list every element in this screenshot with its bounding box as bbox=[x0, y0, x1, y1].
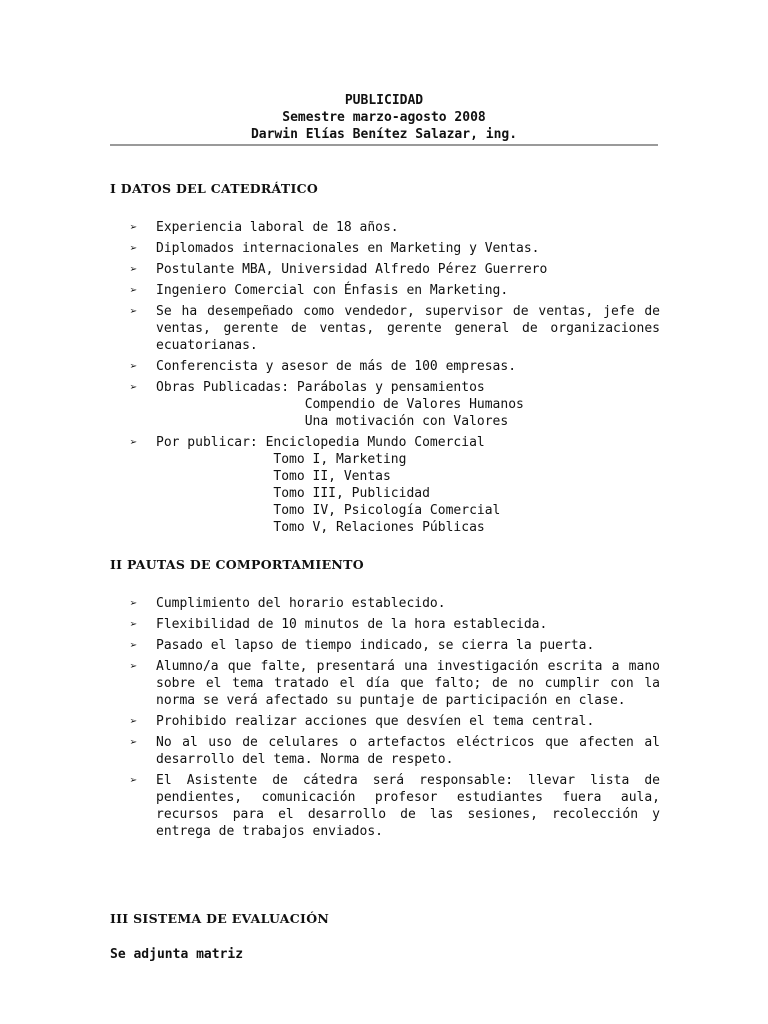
author-line: Darwin Elías Benítez Salazar, ing. bbox=[250, 127, 518, 142]
list-item: ➢ Ingeniero Comercial con Énfasis en Marketing. bbox=[130, 283, 509, 298]
arrow-bullet-icon: ➢ bbox=[130, 735, 138, 749]
arrow-bullet-icon: ➢ bbox=[130, 220, 138, 234]
attachment-note: Se adjunta matriz bbox=[110, 947, 244, 962]
arrow-bullet-icon: ➢ bbox=[130, 659, 138, 673]
list-item: ➢ Se ha desempeñado como vendedor, supervisor de ventas, jefe de ventas, gerente de ventas, gerente general de organizaciones ecuatorianas. bbox=[130, 304, 660, 353]
arrow-bullet-icon: ➢ bbox=[130, 435, 138, 449]
section-2-title: II PAUTAS DE COMPORTAMIENTO bbox=[110, 557, 364, 572]
section-1-list bbox=[130, 219, 660, 536]
list-item: ➢ Pasado el lapso de tiempo indicado, se cierra la puerta. bbox=[130, 638, 595, 653]
list-item: ➢ Flexibilidad de 10 minutos de la hora establecida. bbox=[130, 617, 548, 632]
list-item: ➢ Conferencista y asesor de más de 100 empresas. bbox=[130, 359, 517, 374]
arrow-bullet-icon: ➢ bbox=[130, 596, 138, 610]
obras-publicadas-item: ➢ Obras Publicadas: Parábolas y pensamientos Compendio de Valores Humanos Una motivación con Valores bbox=[130, 380, 524, 429]
document-header bbox=[110, 92, 658, 143]
list-item: ➢ Postulante MBA, Universidad Alfredo Pérez Guerrero bbox=[130, 262, 548, 277]
por-publicar-item: ➢ Por publicar: Enciclopedia Mundo Comercial Tomo I, Marketing Tomo II, Ventas Tomo III, Publicidad Tomo IV, Psicología Comercial Tomo V, Relaciones Públicas bbox=[130, 435, 501, 535]
section-1-title: I DATOS DEL CATEDRÁTICO bbox=[110, 181, 319, 196]
list-item: ➢ El Asistente de cátedra será responsable: llevar lista de pendientes, comunicación profesor estudiantes fuera aula, recursos para el desarrollo de las sesiones, recolección y entrega de trabajos enviados. bbox=[130, 773, 660, 839]
arrow-bullet-icon: ➢ bbox=[130, 617, 138, 631]
course-title: PUBLICIDAD bbox=[344, 93, 424, 108]
arrow-bullet-icon: ➢ bbox=[130, 359, 138, 373]
list-item: ➢ Prohibido realizar acciones que desvíen el tema central. bbox=[130, 714, 595, 729]
arrow-bullet-icon: ➢ bbox=[130, 283, 138, 297]
arrow-bullet-icon: ➢ bbox=[130, 380, 138, 394]
header-divider bbox=[110, 144, 658, 146]
section-2-list bbox=[130, 595, 660, 840]
semester-line: Semestre marzo-agosto 2008 bbox=[282, 110, 486, 125]
list-item: ➢ Alumno/a que falte, presentará una investigación escrita a mano sobre el tema tratado el día que falto; de no cumplir con la norma se verá afectado su puntaje de participación en clase. bbox=[130, 659, 660, 708]
arrow-bullet-icon: ➢ bbox=[130, 714, 138, 728]
list-item: ➢ Experiencia laboral de 18 años. bbox=[130, 220, 399, 235]
arrow-bullet-icon: ➢ bbox=[130, 304, 138, 318]
arrow-bullet-icon: ➢ bbox=[130, 241, 138, 255]
arrow-bullet-icon: ➢ bbox=[130, 638, 138, 652]
section-3-title: III SISTEMA DE EVALUACIÓN bbox=[110, 911, 330, 926]
arrow-bullet-icon: ➢ bbox=[130, 262, 138, 276]
list-item: ➢ Diplomados internacionales en Marketing y Ventas. bbox=[130, 241, 540, 256]
list-item: ➢ Cumplimiento del horario establecido. bbox=[130, 596, 446, 611]
list-item: ➢ No al uso de celulares o artefactos eléctricos que afecten al desarrollo del tema. Norma de respeto. bbox=[130, 735, 660, 767]
arrow-bullet-icon: ➢ bbox=[130, 773, 138, 787]
